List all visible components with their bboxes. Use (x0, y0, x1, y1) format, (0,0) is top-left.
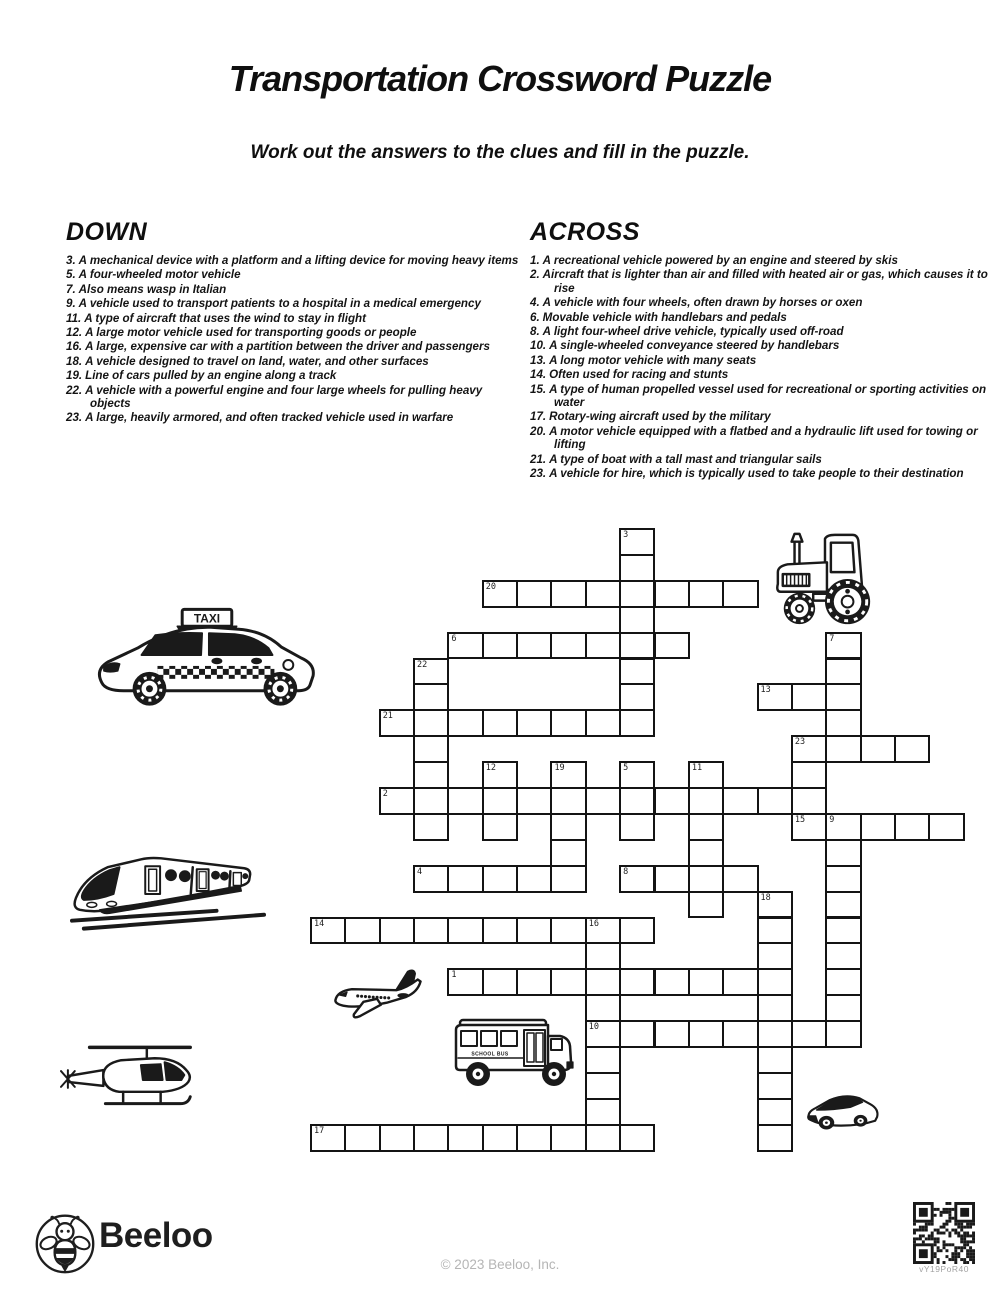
grid-cell (688, 580, 724, 608)
school-bus-label: SCHOOL BUS (471, 1051, 509, 1058)
grid-cell (825, 917, 861, 945)
clue-item: 23. A vehicle for hire, which is typically used to take people to their destination (530, 467, 964, 481)
clue-item: 19. Line of cars pulled by an engine along a track (66, 369, 337, 383)
grid-cell (825, 891, 861, 919)
helicopter-image (60, 1038, 208, 1116)
cell-number: 6 (451, 633, 457, 644)
grid-cell (688, 813, 724, 841)
grid-cell (413, 658, 449, 686)
grid-cell (585, 580, 621, 608)
grid-cell (482, 632, 518, 660)
grid-cell (688, 1020, 724, 1048)
grid-cell (482, 968, 518, 996)
grid-cell (619, 606, 655, 634)
cell-number: 7 (829, 633, 835, 644)
grid-cell (654, 787, 690, 815)
tractor-image (770, 532, 878, 628)
grid-cell (344, 917, 380, 945)
grid-cell (516, 787, 552, 815)
grid-cell (654, 865, 690, 893)
cell-number: 22 (417, 659, 428, 670)
school-bus-image (450, 1012, 580, 1092)
grid-cell (516, 632, 552, 660)
grid-cell (619, 554, 655, 582)
grid-cell (482, 787, 518, 815)
grid-cell (585, 917, 621, 945)
clue-item: 11. A type of aircraft that uses the wind to stay in flight (66, 311, 366, 325)
grid-cell (791, 787, 827, 815)
grid-cell (791, 1020, 827, 1048)
clue-item: 6. Movable vehicle with handlebars and pedals (530, 310, 787, 324)
grid-cell (619, 580, 655, 608)
grid-cell (757, 942, 793, 970)
grid-cell (619, 761, 655, 789)
grid-cell (447, 709, 483, 737)
grid-cell (482, 580, 518, 608)
grid-cell (619, 787, 655, 815)
grid-cell (757, 1046, 793, 1074)
grid-cell (550, 787, 586, 815)
cell-number: 21 (382, 711, 393, 722)
cell-number: 20 (485, 581, 496, 592)
grid-cell (825, 709, 861, 737)
across-clues-section (530, 218, 990, 482)
cell-number: 19 (554, 763, 565, 774)
grid-cell (585, 1098, 621, 1126)
grid-cell (585, 994, 621, 1022)
grid-cell (894, 813, 930, 841)
cell-number: 15 (794, 814, 806, 825)
grid-cell (757, 1072, 793, 1100)
cell-number: 10 (588, 1022, 600, 1033)
grid-cell (825, 1020, 861, 1048)
grid-cell (516, 968, 552, 996)
cell-number: 16 (588, 918, 600, 929)
grid-cell (619, 1020, 655, 1048)
clue-item: 13. A long motor vehicle with many seats (530, 353, 757, 367)
cell-number: 17 (314, 1125, 325, 1136)
grid-cell (825, 994, 861, 1022)
grid-cell (482, 709, 518, 737)
clue-item: 8. A light four-wheel drive vehicle, typically used off-road (530, 325, 844, 339)
grid-cell (619, 968, 655, 996)
grid-cell (825, 735, 861, 763)
grid-cell (825, 683, 861, 711)
grid-cell (619, 632, 655, 660)
grid-cell (447, 917, 483, 945)
grid-cell (447, 865, 483, 893)
clue-item: 23. A large, heavily armored, and often tracked vehicle used in warfare (66, 411, 454, 425)
grid-cell (928, 813, 964, 841)
grid-cell (482, 865, 518, 893)
grid-cell (516, 580, 552, 608)
taxi-image (86, 603, 324, 713)
grid-cell (654, 968, 690, 996)
grid-cell (550, 865, 586, 893)
grid-cell (825, 942, 861, 970)
grid-cell (688, 968, 724, 996)
grid-cell (585, 1020, 621, 1048)
grid-cell (654, 632, 690, 660)
grid-cell (825, 968, 861, 996)
copyright-text: © 2023 Beeloo, Inc. (440, 1257, 560, 1272)
grid-cell (550, 839, 586, 867)
clue-item: 12. A large motor vehicle used for transporting goods or people (66, 326, 417, 340)
grid-cell (550, 632, 586, 660)
grid-cell (585, 709, 621, 737)
grid-cell (791, 735, 827, 763)
grid-cell (757, 891, 793, 919)
grid-cell (688, 891, 724, 919)
grid-cell (791, 761, 827, 789)
clue-item: 18. A vehicle designed to travel on land, water, and other surfaces (66, 354, 429, 368)
cell-number: 4 (417, 866, 423, 877)
car-image (804, 1090, 882, 1132)
grid-cell (413, 917, 449, 945)
cell-number: 9 (829, 814, 835, 825)
beeloo-wordmark: Beeloo (99, 1216, 213, 1255)
across-clue-list (530, 254, 990, 481)
clue-item: 17. Rotary-wing aircraft used by the military (530, 410, 771, 424)
grid-cell (482, 813, 518, 841)
grid-cell (379, 917, 415, 945)
grid-cell (550, 813, 586, 841)
grid-cell (585, 787, 621, 815)
grid-cell (516, 917, 552, 945)
down-clues-section (66, 218, 524, 426)
grid-cell (722, 865, 758, 893)
grid-cell (447, 787, 483, 815)
grid-cell (344, 1124, 380, 1152)
grid-cell (825, 865, 861, 893)
taxi-sign-label: TAXI (193, 611, 221, 626)
grid-cell (550, 709, 586, 737)
grid-cell (482, 1124, 518, 1152)
grid-cell (379, 1124, 415, 1152)
cell-number: 8 (623, 866, 629, 877)
cell-number: 12 (485, 763, 496, 774)
clue-item: 1. A recreational vehicle powered by an engine and steered by skis (530, 254, 898, 267)
clue-item: 7. Also means wasp in Italian (66, 282, 227, 296)
cell-number: 3 (623, 530, 629, 540)
grid-cell (516, 865, 552, 893)
grid-cell (413, 813, 449, 841)
grid-cell (825, 813, 861, 841)
qr-code (913, 1202, 975, 1264)
page-subtitle: Work out the answers to the clues and fill in the puzzle. (250, 142, 750, 163)
grid-cell (757, 968, 793, 996)
grid-cell (619, 917, 655, 945)
grid-cell (413, 865, 449, 893)
grid-cell (516, 709, 552, 737)
grid-cell (516, 1124, 552, 1152)
grid-cell (585, 968, 621, 996)
grid-cell (757, 1020, 793, 1048)
grid-cell (550, 917, 586, 945)
grid-cell (860, 813, 896, 841)
cell-number: 23 (794, 737, 806, 748)
grid-cell (722, 1020, 758, 1048)
clue-item: 10. A single-wheeled conveyance steered by handlebars (530, 339, 840, 353)
grid-cell (619, 709, 655, 737)
clue-item: 15. A type of human propelled vessel used for recreational or sporting activities on water (530, 382, 987, 410)
grid-cell (413, 761, 449, 789)
grid-cell (447, 968, 483, 996)
grid-cell (825, 658, 861, 686)
grid-cell (585, 1046, 621, 1074)
grid-cell (413, 787, 449, 815)
grid-cell (585, 632, 621, 660)
grid-cell (757, 1098, 793, 1126)
clue-item: 22. A vehicle with a powerful engine and four large wheels for pulling heavy objects (66, 383, 483, 411)
page-title: Transportation Crossword Puzzle (228, 58, 772, 99)
cell-number: 11 (691, 763, 703, 774)
grid-cell (413, 709, 449, 737)
clue-item: 9. A vehicle used to transport patients to a hospital in a medical emergency (66, 297, 481, 311)
grid-cell (379, 709, 415, 737)
clue-item: 16. A large, expensive car with a partition between the driver and passengers (66, 340, 490, 354)
grid-cell (585, 942, 621, 970)
grid-cell (619, 1124, 655, 1152)
grid-cell (447, 1124, 483, 1152)
cell-number: 13 (760, 685, 771, 696)
grid-cell (413, 683, 449, 711)
down-heading: DOWN (66, 218, 148, 246)
grid-cell (619, 658, 655, 686)
across-heading: ACROSS (530, 218, 640, 246)
grid-cell (791, 683, 827, 711)
grid-cell (860, 735, 896, 763)
cell-number: 1 (451, 970, 457, 981)
grid-cell (310, 1124, 346, 1152)
grid-cell (791, 813, 827, 841)
grid-cell (482, 761, 518, 789)
clue-item: 2. Aircraft that is lighter than air and filled with heated air or gas, which causes it to rise (530, 268, 988, 295)
cell-number: 5 (623, 763, 629, 774)
grid-cell (757, 683, 793, 711)
grid-cell (825, 632, 861, 660)
grid-cell (550, 968, 586, 996)
grid-cell (413, 1124, 449, 1152)
grid-cell (619, 813, 655, 841)
grid-cell (654, 580, 690, 608)
grid-cell (482, 917, 518, 945)
airplane-image (330, 966, 428, 1024)
grid-cell (757, 994, 793, 1022)
grid-cell (550, 1124, 586, 1152)
cell-number: 14 (314, 918, 325, 929)
qr-code-label: vY19PoR40 (919, 1264, 969, 1274)
grid-cell (550, 761, 586, 789)
grid-cell (722, 968, 758, 996)
grid-cell (619, 528, 655, 556)
grid-cell (585, 1124, 621, 1152)
grid-cell (379, 787, 415, 815)
grid-cell (757, 1124, 793, 1152)
grid-cell (619, 683, 655, 711)
grid-cell (310, 917, 346, 945)
grid-cell (413, 735, 449, 763)
clue-item: 14. Often used for racing and stunts (530, 368, 729, 382)
down-clue-list (66, 254, 524, 425)
grid-cell (757, 787, 793, 815)
grid-cell (619, 865, 655, 893)
train-image (70, 848, 268, 932)
grid-cell (722, 580, 758, 608)
grid-cell (688, 787, 724, 815)
grid-cell (447, 632, 483, 660)
grid-cell (688, 865, 724, 893)
clue-item: 21. A type of boat with a tall mast and triangular sails (530, 452, 822, 466)
grid-cell (688, 839, 724, 867)
clue-item: 4. A vehicle with four wheels, often drawn by horses or oxen (530, 296, 863, 310)
cell-number: 18 (760, 892, 771, 903)
grid-cell (757, 917, 793, 945)
grid-cell (550, 580, 586, 608)
clue-item: 3. A mechanical device with a platform and a lifting device for moving heavy items (66, 254, 519, 267)
grid-cell (894, 735, 930, 763)
grid-cell (722, 787, 758, 815)
clue-item: 5. A four-wheeled motor vehicle (66, 268, 241, 282)
grid-cell (654, 1020, 690, 1048)
grid-cell (825, 839, 861, 867)
cell-number: 2 (382, 789, 388, 799)
clue-item: 20. A motor vehicle equipped with a flatbed and a hydraulic lift used for towing or lifting (530, 424, 978, 452)
grid-cell (585, 1072, 621, 1100)
grid-cell (688, 761, 724, 789)
